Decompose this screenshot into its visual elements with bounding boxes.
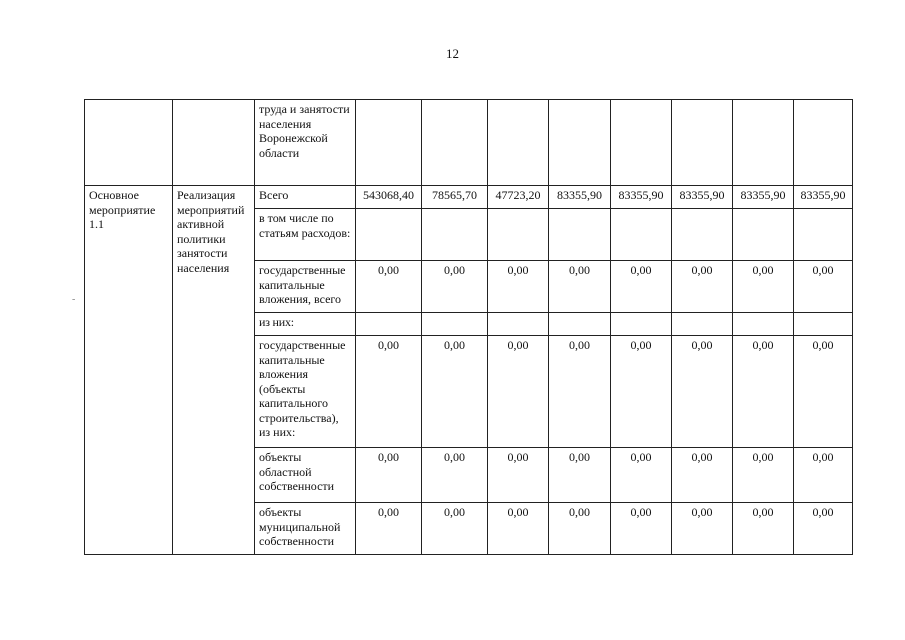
row-label: объекты областной собственности bbox=[255, 448, 356, 503]
value-cell: 0,00 bbox=[611, 336, 672, 448]
value-cell bbox=[733, 313, 794, 336]
value-cell bbox=[549, 313, 611, 336]
value-cell bbox=[422, 313, 488, 336]
page-number: 12 bbox=[446, 46, 459, 61]
value-cell: 83355,90 bbox=[794, 186, 853, 209]
value-cell: 0,00 bbox=[794, 261, 853, 313]
value-cell: 0,00 bbox=[356, 503, 422, 555]
value-cell bbox=[488, 209, 549, 261]
value-cell: 0,00 bbox=[356, 448, 422, 503]
value-cell bbox=[672, 313, 733, 336]
table-cell-empty bbox=[672, 100, 733, 186]
event-description-cell: Реализация мероприятий активной политики занятости населения bbox=[173, 186, 255, 555]
table-cell-empty bbox=[733, 100, 794, 186]
value-cell bbox=[794, 209, 853, 261]
value-cell: 83355,90 bbox=[549, 186, 611, 209]
value-cell bbox=[422, 209, 488, 261]
budget-table bbox=[84, 99, 853, 555]
row-label: в том числе по статьям расходов: bbox=[255, 209, 356, 261]
table-cell-empty bbox=[549, 100, 611, 186]
row-label: государственные капитальные вложения (объекты капитального строительства), из них: bbox=[255, 336, 356, 448]
value-cell: 47723,20 bbox=[488, 186, 549, 209]
value-cell: 0,00 bbox=[422, 336, 488, 448]
value-cell: 83355,90 bbox=[733, 186, 794, 209]
value-cell bbox=[733, 209, 794, 261]
row-label: государственные капитальные вложения, всего bbox=[255, 261, 356, 313]
value-cell: 0,00 bbox=[794, 336, 853, 448]
scan-artifact: - bbox=[72, 294, 76, 305]
value-cell: 0,00 bbox=[422, 503, 488, 555]
value-cell: 0,00 bbox=[733, 448, 794, 503]
table-cell-empty bbox=[173, 100, 255, 186]
table-cell-empty bbox=[356, 100, 422, 186]
table-row-continued bbox=[85, 100, 853, 186]
table-cell-empty bbox=[85, 100, 173, 186]
value-cell bbox=[549, 209, 611, 261]
value-cell: 0,00 bbox=[549, 448, 611, 503]
value-cell: 0,00 bbox=[422, 448, 488, 503]
value-cell: 0,00 bbox=[672, 448, 733, 503]
table-cell-empty bbox=[794, 100, 853, 186]
value-cell bbox=[611, 313, 672, 336]
value-cell: 0,00 bbox=[549, 336, 611, 448]
value-cell: 0,00 bbox=[794, 448, 853, 503]
row-label: объекты муниципальной собственности bbox=[255, 503, 356, 555]
value-cell: 0,00 bbox=[549, 261, 611, 313]
value-cell: 0,00 bbox=[611, 261, 672, 313]
row-label-continued: труда и занятости населения Воронежской области bbox=[255, 100, 356, 186]
table-row bbox=[85, 186, 853, 209]
value-cell: 0,00 bbox=[488, 261, 549, 313]
table-cell-empty bbox=[488, 100, 549, 186]
value-cell: 0,00 bbox=[422, 261, 488, 313]
value-cell: 543068,40 bbox=[356, 186, 422, 209]
value-cell: 78565,70 bbox=[422, 186, 488, 209]
table-cell-empty bbox=[611, 100, 672, 186]
value-cell bbox=[356, 209, 422, 261]
value-cell: 0,00 bbox=[611, 503, 672, 555]
value-cell: 0,00 bbox=[356, 261, 422, 313]
value-cell: 0,00 bbox=[356, 336, 422, 448]
value-cell: 0,00 bbox=[672, 503, 733, 555]
value-cell bbox=[672, 209, 733, 261]
value-cell: 0,00 bbox=[672, 261, 733, 313]
value-cell: 0,00 bbox=[611, 448, 672, 503]
value-cell bbox=[356, 313, 422, 336]
value-cell: 0,00 bbox=[733, 261, 794, 313]
value-cell: 0,00 bbox=[549, 503, 611, 555]
value-cell: 83355,90 bbox=[611, 186, 672, 209]
value-cell: 0,00 bbox=[733, 503, 794, 555]
value-cell: 0,00 bbox=[488, 448, 549, 503]
value-cell: 0,00 bbox=[488, 503, 549, 555]
value-cell bbox=[794, 313, 853, 336]
value-cell: 0,00 bbox=[672, 336, 733, 448]
value-cell: 0,00 bbox=[488, 336, 549, 448]
table-cell-empty bbox=[422, 100, 488, 186]
row-label: из них: bbox=[255, 313, 356, 336]
row-label: Всего bbox=[255, 186, 356, 209]
value-cell: 0,00 bbox=[794, 503, 853, 555]
value-cell bbox=[611, 209, 672, 261]
event-name-cell: Основное мероприятие 1.1 bbox=[85, 186, 173, 555]
value-cell: 0,00 bbox=[733, 336, 794, 448]
value-cell bbox=[488, 313, 549, 336]
value-cell: 83355,90 bbox=[672, 186, 733, 209]
